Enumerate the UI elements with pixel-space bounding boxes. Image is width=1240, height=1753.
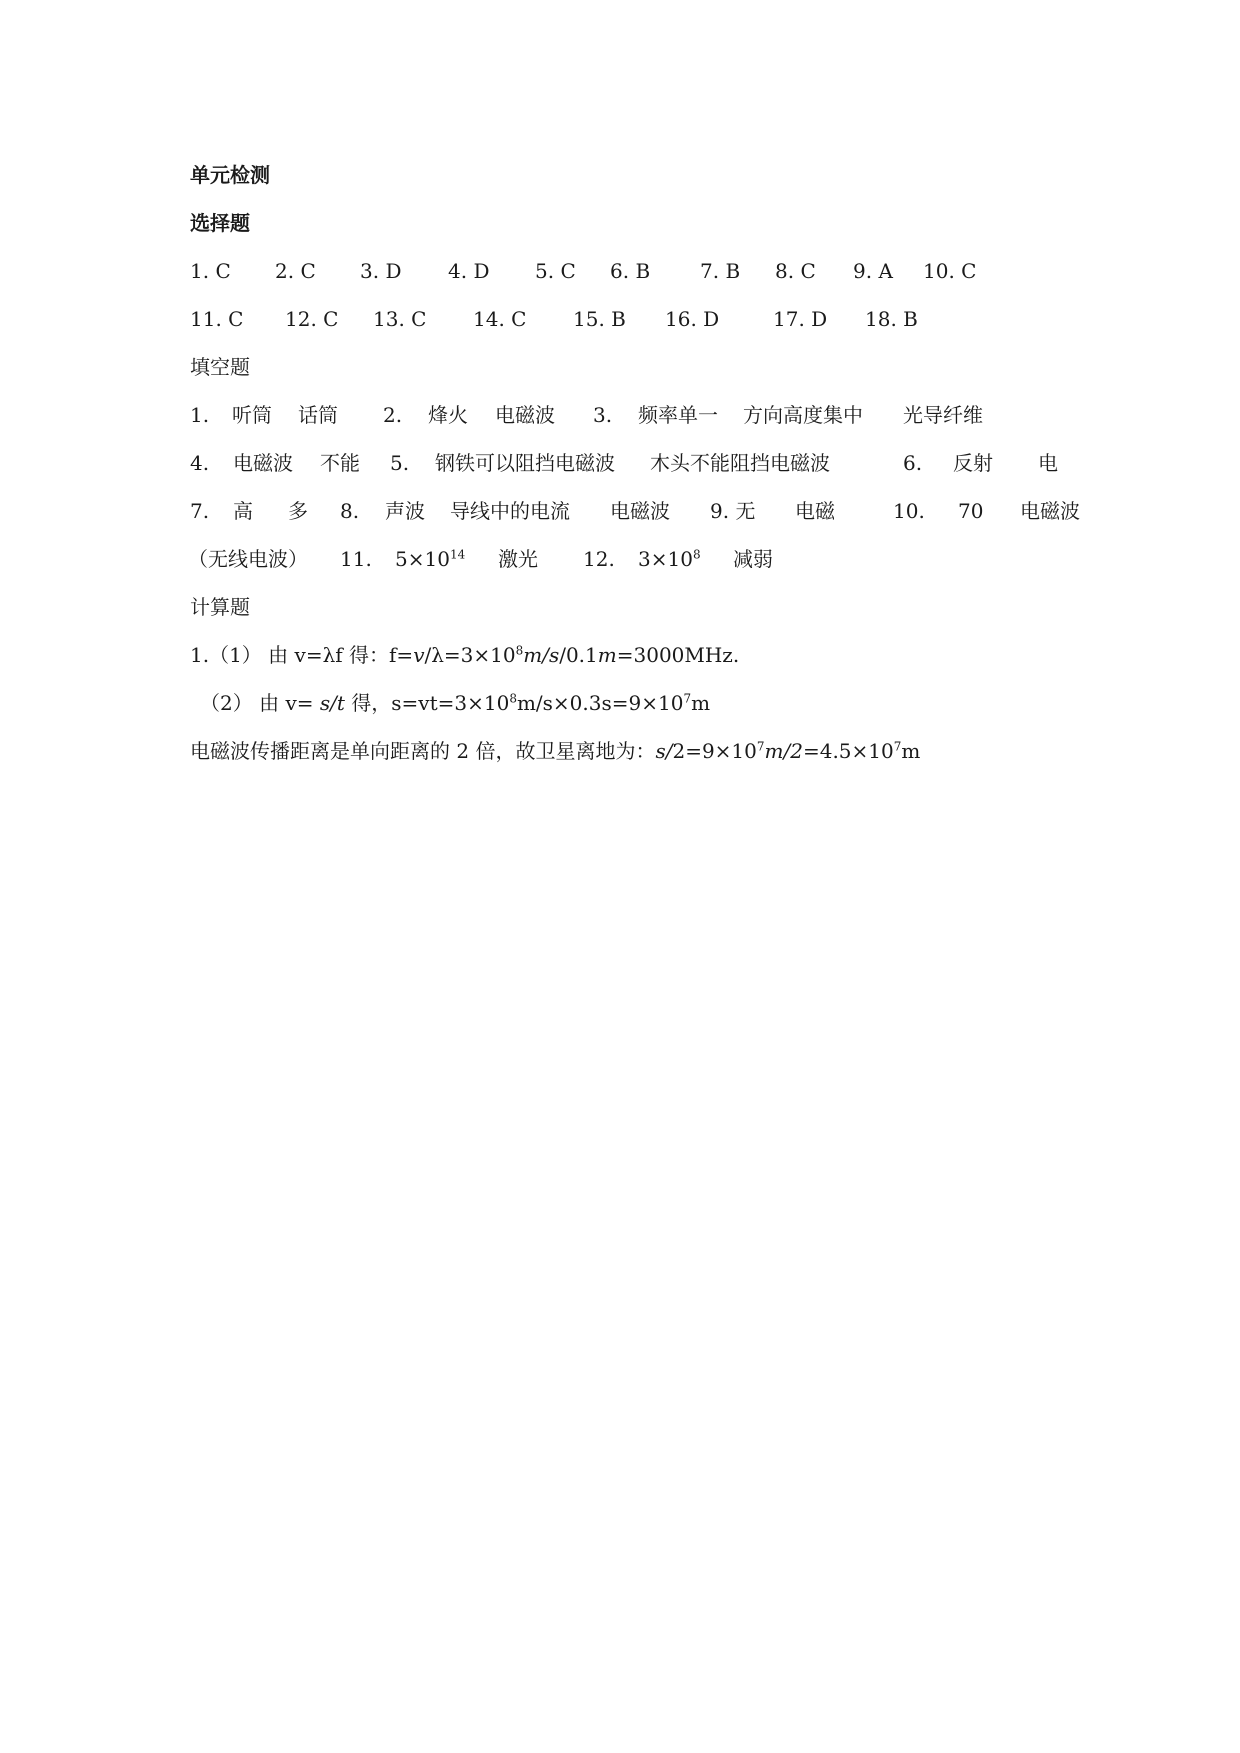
formula-exponent: 8 <box>515 643 524 658</box>
formula-exponent: 7 <box>683 691 692 706</box>
fill-answer: 减弱 <box>733 547 773 571</box>
fill-heading: 填空题 <box>190 355 250 379</box>
fill-answers-row-2 <box>190 448 1070 478</box>
fill-answer: 听筒 <box>232 403 272 427</box>
value-base: 3×10 <box>638 547 693 571</box>
fill-answer: 70 <box>958 499 984 523</box>
choice-answer: 6. B <box>610 259 651 283</box>
formula-unit: m <box>901 739 921 763</box>
fill-answers-row-4 <box>190 544 990 574</box>
value-exponent: 8 <box>692 547 701 562</box>
choice-answer: 18. B <box>865 307 918 331</box>
fill-answer: 不能 <box>320 451 360 475</box>
fill-answer: 木头不能阻挡电磁波 <box>650 451 830 475</box>
choice-answer: 8. C <box>775 259 816 283</box>
calc-line-2 <box>200 688 710 718</box>
choice-answer: 17. D <box>773 307 828 331</box>
question-number: 8. <box>340 499 360 523</box>
question-number: 1. <box>190 403 210 427</box>
fill-answer: 频率单一 <box>638 403 718 427</box>
fill-answer-scientific <box>638 544 701 574</box>
formula-text: 1.（1） 由 v=λf 得：f= <box>190 643 414 667</box>
fill-answer: 钢铁可以阻挡电磁波 <box>435 451 615 475</box>
fill-answer: 多 <box>288 499 308 523</box>
fill-answer: 激光 <box>498 547 538 571</box>
choice-answer: 7. B <box>700 259 741 283</box>
formula-unit: m/s <box>523 643 560 667</box>
calc-heading: 计算题 <box>190 595 250 619</box>
fill-answer: 声波 <box>385 499 425 523</box>
fill-answer: 电磁波 <box>495 403 555 427</box>
formula-text: （2） 由 v= <box>200 691 320 715</box>
fill-answer: 电磁 <box>795 499 835 523</box>
choice-answer: 16. D <box>665 307 720 331</box>
formula-exponent: 7 <box>756 739 765 754</box>
calc-line-1 <box>190 640 739 670</box>
question-number: 12. <box>583 547 615 571</box>
choice-answers-row-1 <box>190 256 990 286</box>
question-number: 10. <box>893 499 925 523</box>
formula-result: =3000MHz. <box>616 643 740 667</box>
fill-answer: 高 <box>233 499 253 523</box>
fill-answer: （无线电波） <box>188 547 308 571</box>
choice-answer: 13. C <box>373 307 427 331</box>
formula-variable: s/t <box>319 691 345 715</box>
question-number: 11. <box>340 547 372 571</box>
choice-answers-row-2 <box>190 304 990 334</box>
fill-answer: 9. 无 <box>710 499 756 523</box>
formula-variable: v <box>413 643 425 667</box>
fill-answer: 反射 <box>953 451 993 475</box>
formula-unit: m/2 <box>764 739 803 763</box>
formula-text: =4.5×10 <box>802 739 894 763</box>
fill-answer: 电磁波 <box>610 499 670 523</box>
formula-text: 得，s=vt=3×10 <box>344 691 510 715</box>
question-number: 4. <box>190 451 210 475</box>
formula-unit: m <box>691 691 711 715</box>
choice-answer: 2. C <box>275 259 316 283</box>
choice-answer: 3. D <box>360 259 402 283</box>
formula-text: /0.1 <box>559 643 598 667</box>
fill-answers-row-3 <box>190 496 1080 526</box>
fill-answers-row-1 <box>190 400 1050 430</box>
fill-answer: 光导纤维 <box>903 403 983 427</box>
fill-answer: 话筒 <box>298 403 338 427</box>
formula-text: m/s×0.3s=9×10 <box>516 691 684 715</box>
question-number: 7. <box>190 499 210 523</box>
question-number: 6. <box>903 451 923 475</box>
formula-unit: m <box>597 643 617 667</box>
formula-text: /λ=3×10 <box>424 643 516 667</box>
fill-answer: 电磁波 <box>1020 499 1080 523</box>
value-exponent: 14 <box>449 547 466 562</box>
fill-answer-scientific <box>395 544 465 574</box>
choice-answer: 12. C <box>285 307 339 331</box>
fill-answer: 导线中的电流 <box>450 499 570 523</box>
formula-text: 电磁波传播距离是单向距离的 2 倍，故卫星离地为： <box>190 739 656 763</box>
choice-answer: 15. B <box>573 307 626 331</box>
fill-answer: 方向高度集中 <box>743 403 863 427</box>
choice-answer: 5. C <box>535 259 576 283</box>
choice-answer: 4. D <box>448 259 490 283</box>
formula-exponent: 8 <box>509 691 517 706</box>
question-number: 3. <box>593 403 613 427</box>
fill-answer: 电磁波 <box>233 451 293 475</box>
calc-line-3 <box>190 736 920 766</box>
choice-answer: 10. C <box>923 259 977 283</box>
formula-text: 2=9×10 <box>672 739 757 763</box>
choice-answer: 14. C <box>473 307 527 331</box>
choice-answer: 1. C <box>190 259 231 283</box>
question-number: 5. <box>390 451 410 475</box>
formula-exponent: 7 <box>893 739 902 754</box>
fill-answer: 烽火 <box>428 403 468 427</box>
formula-variable: s/ <box>655 739 673 763</box>
choice-heading: 选择题 <box>190 211 250 235</box>
choice-answer: 9. A <box>853 259 893 283</box>
value-base: 5×10 <box>395 547 450 571</box>
question-number: 2. <box>383 403 403 427</box>
fill-answer: 电 <box>1038 451 1058 475</box>
page-title: 单元检测 <box>190 163 270 187</box>
choice-answer: 11. C <box>190 307 244 331</box>
